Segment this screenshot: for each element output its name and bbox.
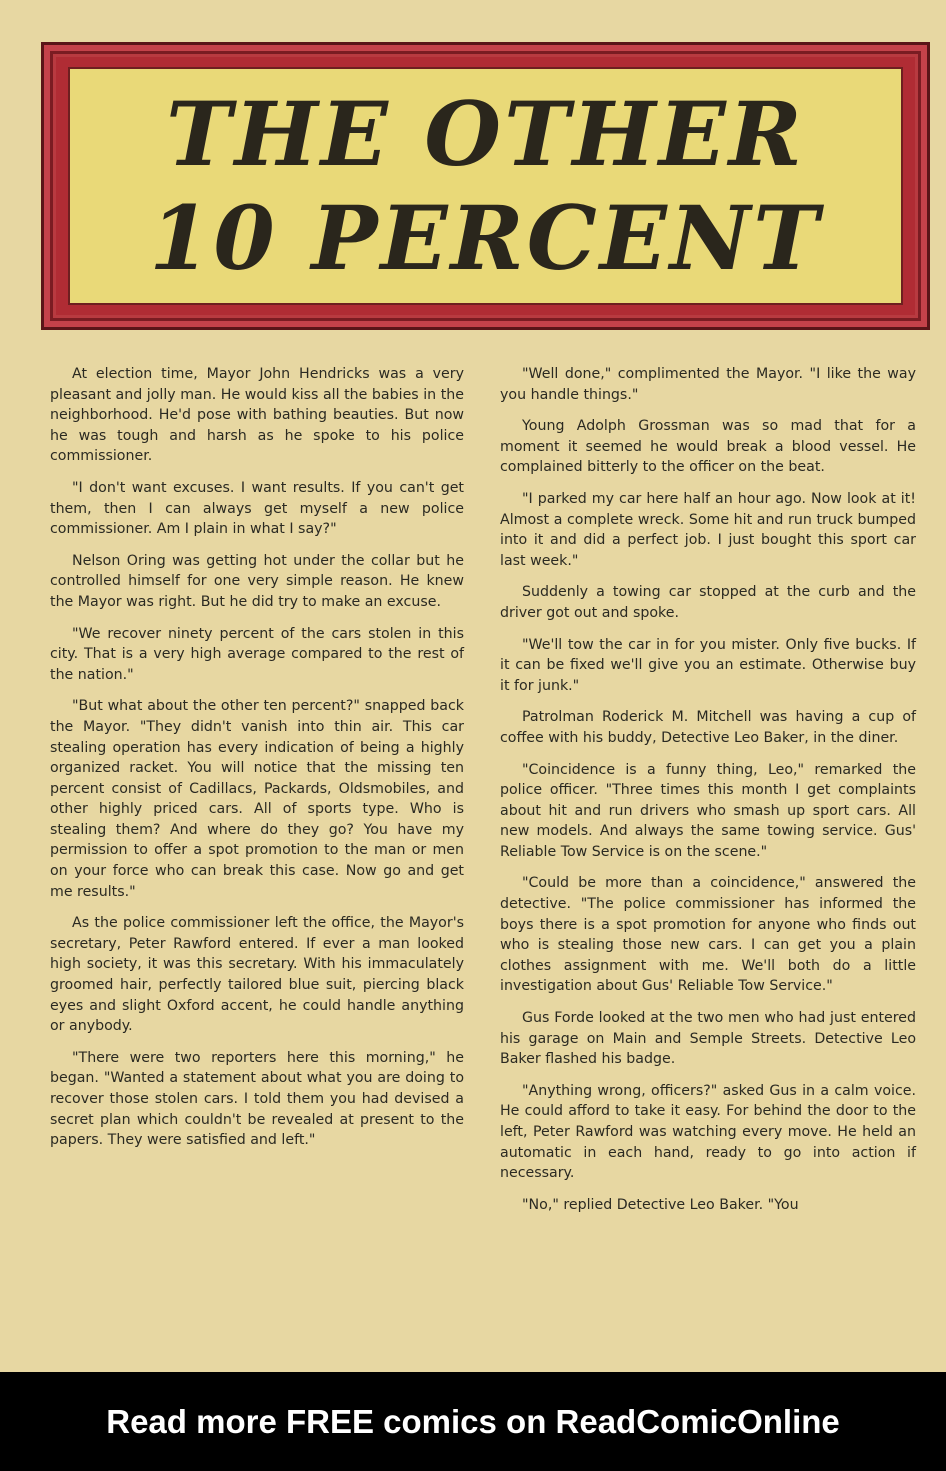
paragraph: "I don't want excuses. I want results. If you can't get them, then I can always get myself a new police commissioner. Am I plain in what I say?" (50, 479, 464, 538)
title-line-2: 10 PERCENT (149, 186, 822, 290)
paragraph: "We recover ninety percent of the cars stolen in this city. That is a very high average compared to the rest of the nation." (50, 625, 464, 683)
paragraph: Gus Forde looked at the two men who had just entered his garage on Main and Semple Streets. Detective Leo Baker flashed his badge. (500, 1010, 916, 1068)
paragraph: "I parked my car here half an hour ago. Now look at it! Almost a complete wreck. Some hit and run truck bumped into it and did a perfect job. I just bought this sport car last week." (500, 490, 916, 569)
paragraph: "No," replied Detective Leo Baker. "You (522, 1196, 799, 1213)
paragraph: "We'll tow the car in for you mister. Only five bucks. If it can be fixed we'll give you an estimate. Otherwise buy it for junk." (500, 636, 916, 694)
story-column-right (500, 364, 916, 1226)
paragraph: As the police commissioner left the office, the Mayor's secretary, Peter Rawford entered. If ever a man looked high society, it was this secretary. With his immaculately groomed hair, perfectly tailored blue suit, piercing black eyes and slight Oxford accent, he could handle anything or anybody. (50, 915, 464, 1035)
paragraph: "Well done," complimented the Mayor. "I like the way you handle things." (500, 366, 916, 403)
paragraph: "Could be more than a coincidence," answered the detective. "The police commissioner has informed the boys there is a spot promotion for anyone who finds out who is stealing those new cars. I can get you a plain clothes assignment with me. We'll both do a little investigation about Gus' Reliable Tow Service." (500, 875, 916, 995)
story-column-left (50, 364, 464, 1162)
paragraph: Young Adolph Grossman was so mad that for a moment it seemed he would break a blood vessel. He complained bitterly to the officer on the beat. (500, 418, 916, 476)
paragraph: Suddenly a towing car stopped at the curb and the driver got out and spoke. (500, 584, 916, 621)
title-panel (68, 67, 903, 305)
paragraph: "Anything wrong, officers?" asked Gus in a calm voice. He could afford to take it easy. For behind the door to the left, Peter Rawford was watching every move. He held an automatic in each hand, ready to go into action if necessary. (500, 1082, 916, 1182)
promo-banner[interactable] (0, 1372, 946, 1471)
paragraph: Patrolman Roderick M. Mitchell was having a cup of coffee with his buddy, Detective Leo Baker, in the diner. (500, 709, 916, 746)
paragraph: At election time, Mayor John Hendricks was a very pleasant and jolly man. He would kiss all the babies in the neighborhood. He'd pose with bathing beauties. But now he was tough and harsh as he spoke to his police commissioner. (50, 366, 464, 465)
promo-banner-text[interactable]: Read more FREE comics on ReadComicOnline (106, 1402, 840, 1440)
title-frame (41, 42, 930, 330)
paragraph: "Coincidence is a funny thing, Leo," remarked the police officer. "Three times this month I get complaints about hit and run drivers who smash up sport cars. All new models. And always the same towing service. Gus' Reliable Tow Service is on the scene." (500, 761, 916, 860)
title-line-1: THE OTHER (166, 82, 805, 186)
paragraph: "There were two reporters here this morning," he began. "Wanted a statement about what you are doing to recover those stolen cars. I told them you had devised a secret plan which couldn't be revealed at present to the papers. They were satisfied and left." (50, 1049, 464, 1149)
paragraph: "But what about the other ten percent?" snapped back the Mayor. "They didn't vanish into thin air. This car stealing operation has every indication of being a highly organized racket. You will notice that the missing ten percent consist of Cadillacs, Packards, Oldsmobiles, and other highly priced cars. All of sports type. Who is stealing them? And where do they go? You have my permission to offer a spot promotion to the man or men on your force who can break this case. Now go and get me results." (50, 698, 464, 900)
paragraph: Nelson Oring was getting hot under the collar but he controlled himself for one very simple reason. He knew the Mayor was right. But he did try to make an excuse. (50, 552, 464, 610)
